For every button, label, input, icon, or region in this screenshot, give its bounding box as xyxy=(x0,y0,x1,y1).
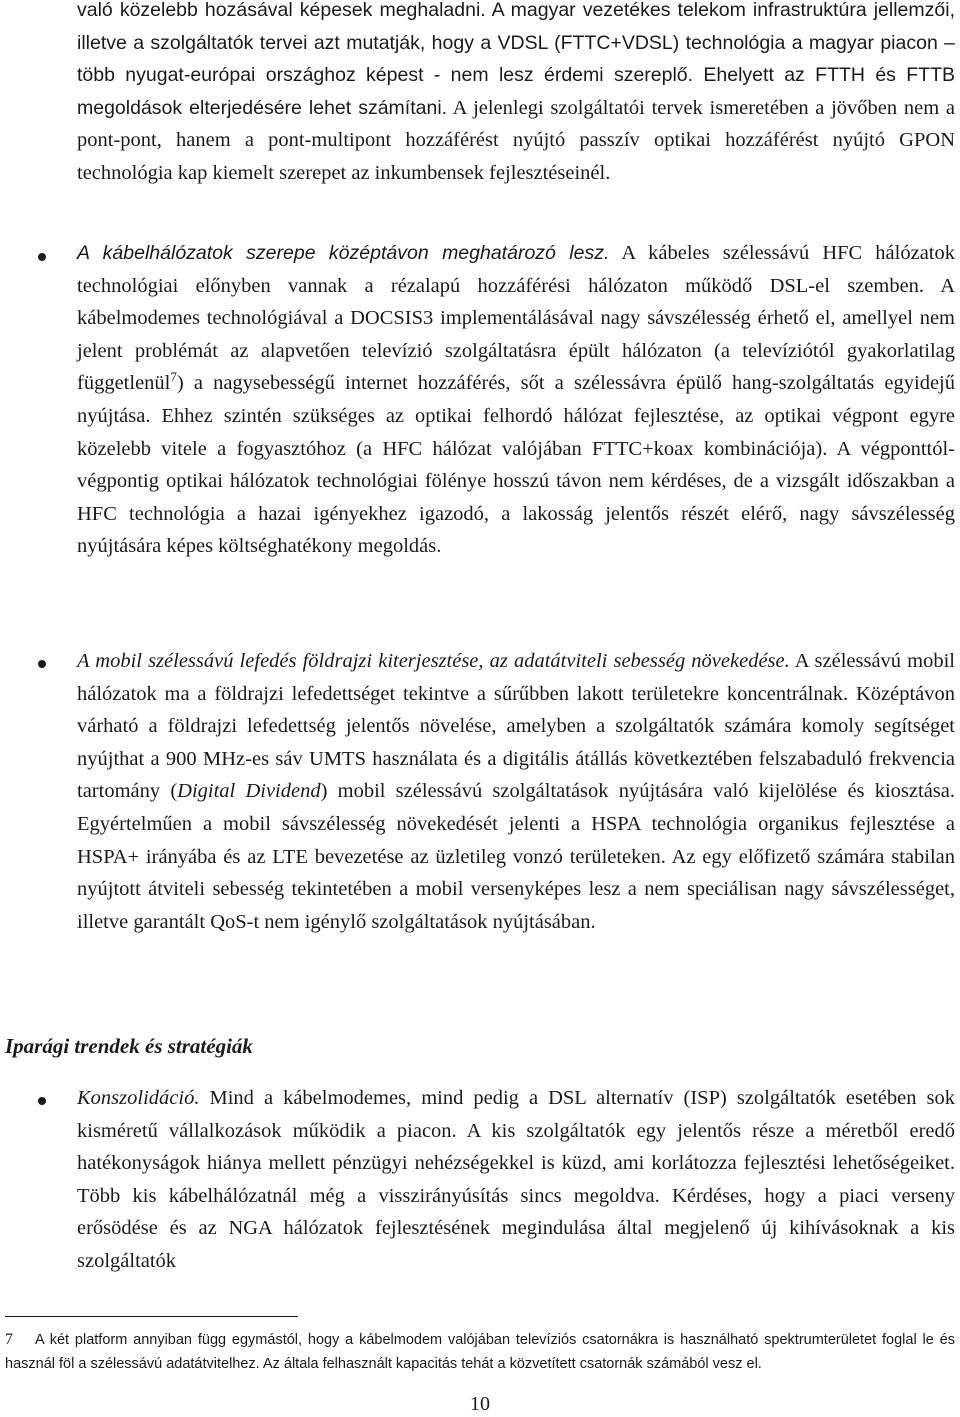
footnote-separator xyxy=(5,1316,298,1317)
bullet-cable-paragraph xyxy=(77,237,955,563)
bullet-consolidation-paragraph xyxy=(77,1082,955,1278)
section-heading: Iparági trendek és stratégiák xyxy=(5,1034,253,1058)
intro-lead: való közelebb hozásával képesek meghaladni. A magyar vezetékes telekom infrastruktúra jellemzői, illetve a szolgáltatók tervei azt mutatják, hogy a VDSL (FTTC+VDSL) technológia a magyar piacon – több nyugat-európai országhoz képest - nem lesz érdemi szereplő. Ehelyett az FTTH és FTTB megoldások elterjedésére lehet számítani. xyxy=(77,0,955,119)
footnote-number: 7 xyxy=(5,1331,13,1348)
footnote-text: A két platform annyiban függ egymástól, hogy a kábelmodem valójában televíziós csatornákra is használható spektrumterületet foglal le és használ föl a szélessávú adatátvitelhez. Az általa felhasznált kapacitás tehát a közvetített csatornák számából vesz el. xyxy=(5,1332,955,1372)
footnote-reference: 7 xyxy=(170,369,177,385)
bullet-cable-text-a: A kábeles szélessávú HFC hálózatok technológiai előnyben vannak a rézalapú hozzáférési hálózaton működő DSL-el szemben. A kábelmodemes technológiával a DOCSIS3 implementálásával nagy sávszélesség érhető el, amellyel nem jelent problémát az alapvetően televízió szolgáltatásra épült hálózaton (a televíziótól gyakorlatilag függetlenül xyxy=(77,242,955,395)
intro-paragraph xyxy=(77,0,955,190)
bullet-consolidation-text: Mind a kábelmodemes, mind pedig a DSL alternatív (ISP) szolgáltatók esetében sok kisméretű vállalkozások működik a piacon. A kis szolgáltatók egy jelentős része a méretből eredő hatékonyságok hiánya mellett pénzügyi nehézségekkel is küzd, ami korlátozza fejlesztési lehetőségeiket. Több kis kábelhálózatnál még a visszirányúsítás sincs megoldva. Kérdéses, hogy a piaci verseny erősödése és az NGA hálózatok fejlesztésének megindulása által megjelenő új kihívásoknak a kis szolgáltatók xyxy=(77,1087,955,1272)
bullet-consolidation-title: Konszolidáció. xyxy=(77,1087,200,1109)
page-number: 10 xyxy=(470,1393,490,1415)
bullet-mobile-title: A mobil szélessávú lefedés földrajzi kiterjesztése, az adatátviteli sebesség növekedése. xyxy=(77,650,790,672)
bullet-mobile-italic-term: Digital Dividend xyxy=(177,780,321,803)
bullet-consolidation-marker xyxy=(38,1097,46,1105)
bullet-cable-marker xyxy=(38,253,46,261)
bullet-cable-title: A kábelhálózatok szerepe középtávon meghatározó lesz. xyxy=(77,242,610,264)
bullet-cable-text-b: ) a nagysebességű internet hozzáférés, sőt a szélessávra épülő hang-szolgáltatás egyidejű nyújtása. Ehhez szintén szükséges az optikai felhordó hálózat fejlesztése, az optikai végpont egyre közelebb vitele a fogyasztóhoz (a HFC hálózat valójában FTTC+koax kombinációja). A végponttól-végpontig optikai hálózatok technológiai fölénye hosszú távon nem kérdéses, de a vizsgált időszakban a HFC technológia a hazai igényekhez igazodó, a lakosság jelentős részét elérő, nagy sávszélesség nyújtására képes költséghatékony megoldás. xyxy=(77,372,955,558)
intro-rest: A jelenlegi szolgáltatói tervek ismeretében a jövőben nem a pont-pont, hanem a pont-multipont hozzáférést nyújtó passzív optikai hozzáférést nyújtó GPON technológia kap kiemelt szerepet az inkumbensek fejlesztéseinél. xyxy=(77,96,955,184)
bullet-mobile-text-a: A szélessávú mobil hálózatok ma a földrajzi lefedettséget tekintve a sűrűbben lakott területekre koncentrálnak. Középtávon várható a földrajzi lefedettség jelentős növelése, amelyben a szolgáltatók számára komoly segítséget nyújthat a 900 MHz-es sáv UMTS használata és a digitális átállás következtében felszabaduló frekvencia tartomány ( xyxy=(77,650,955,803)
bullet-mobile-paragraph xyxy=(77,645,955,938)
bullet-mobile-marker xyxy=(38,660,46,668)
bullet-mobile-text-b: ) mobil szélessávú szolgáltatások nyújtására való kijelölése és kiosztása. Egyértelműen a mobil sávszélesség növekedését jelenti a HSPA technológia organikus fejlesztése a HSPA+ irányába és az LTE bevezetése az üzletileg vonzó területeken. Az egy előfizető számára stabilan nyújtott átviteli sebesség tekintetében a mobil versenyképes lesz a nem speciálisan nagy sávszélességet, illetve garantált QoS-t nem igénylő szolgáltatások nyújtásában. xyxy=(77,780,955,933)
footnote xyxy=(5,1328,955,1376)
